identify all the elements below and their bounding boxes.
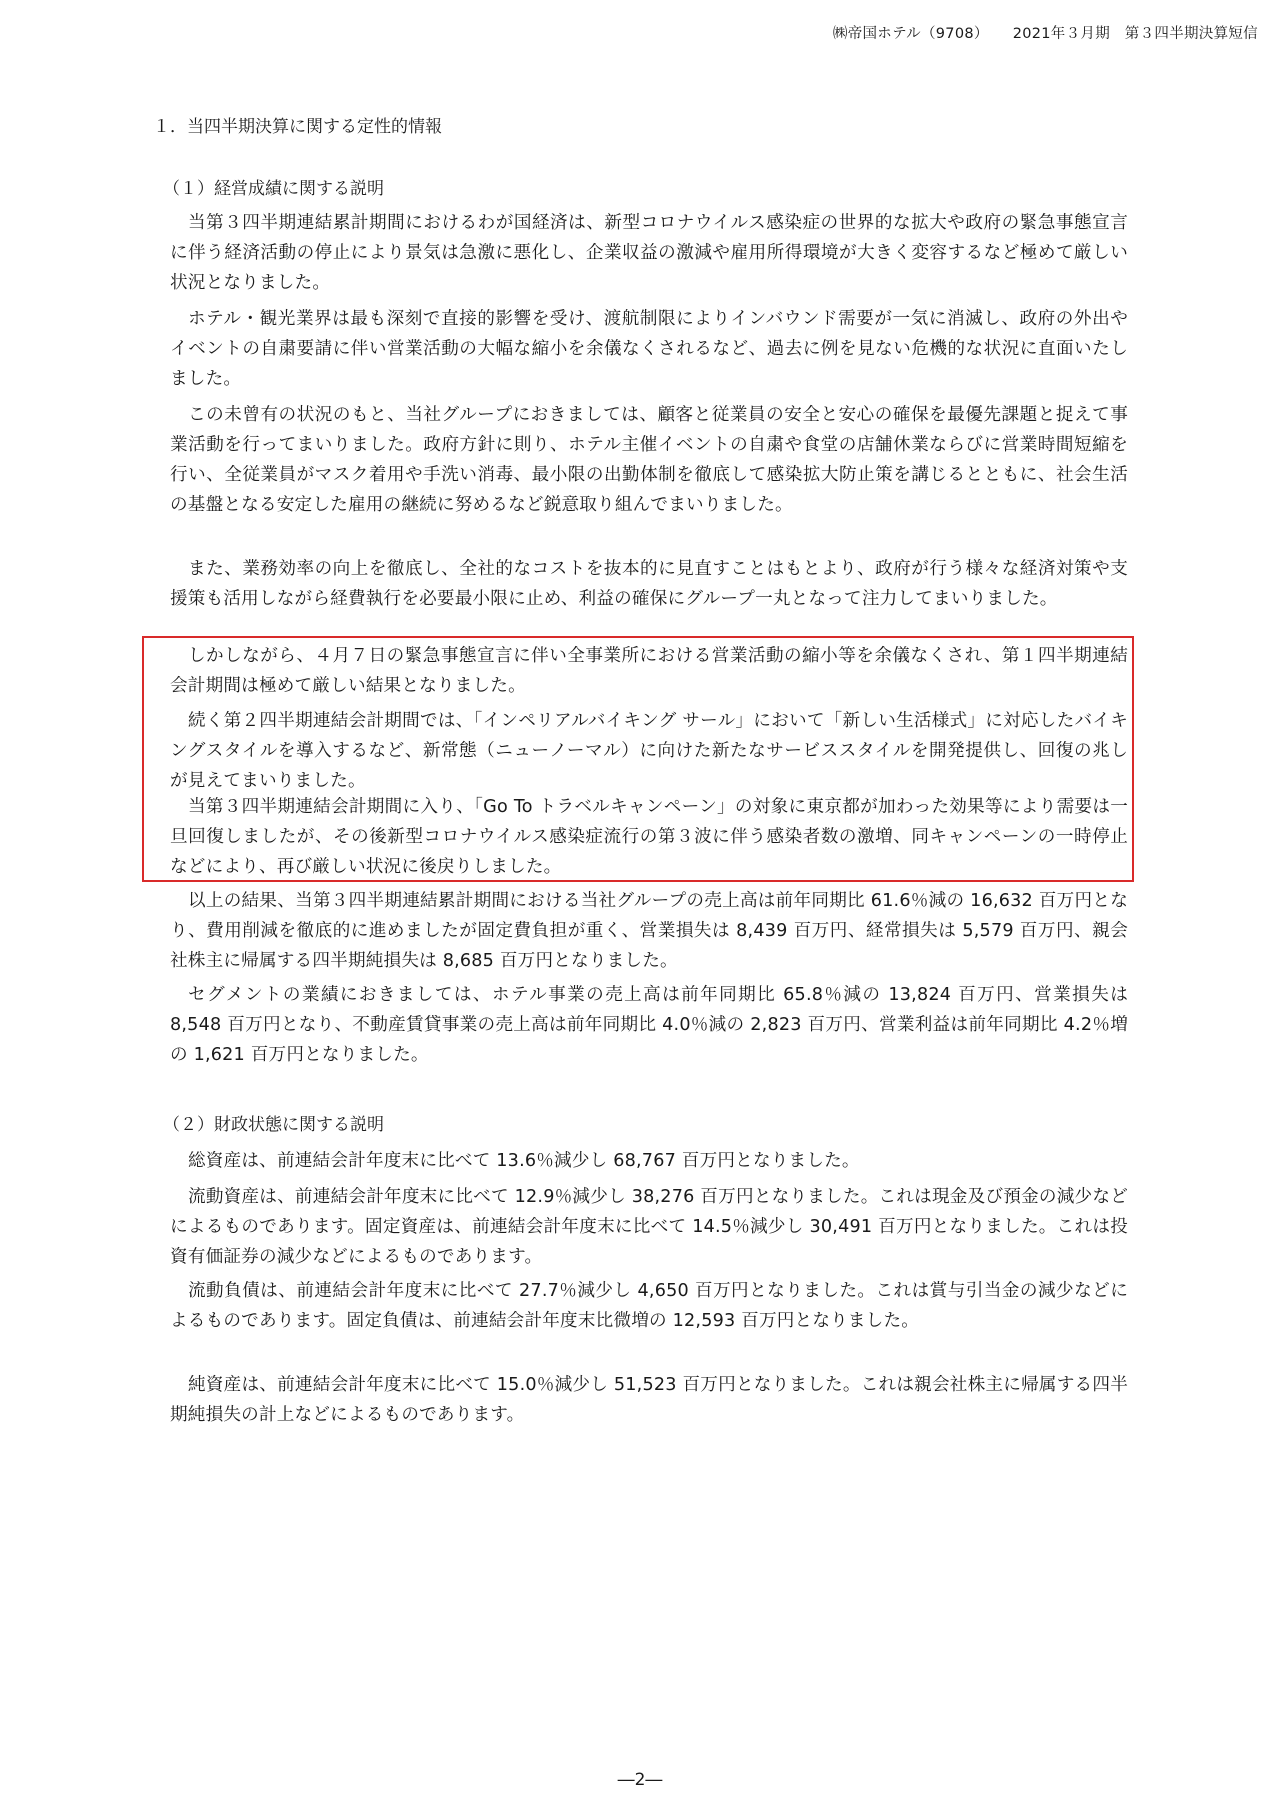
section2-paragraph: 流動負債は、前連結会計年度末に比べて 27.7％減少し 4,650 百万円となりました。これは賞与引当金の減少などによるものであります。固定負債は、前連結会計年度末比微増の 12,593 百万円となりました。 xyxy=(170,1281,1128,1331)
section1-paragraph: 当第３四半期連結会計期間に入り、「Go To トラベルキャンペーン」の対象に東京都が加わった効果等により需要は一旦回復しましたが、その後新型コロナウイルス感染症流行の第３波に伴う感染者数の激増、同キャンペーンの一時停止などにより、再び厳しい状況に後戻りしました。 xyxy=(170,797,1128,877)
document-header xyxy=(833,22,1258,43)
section2-paragraph: 総資産は、前連結会計年度末に比べて 13.6％減少し 68,767 百万円となりました。 xyxy=(188,1151,860,1171)
page-number: ―2― xyxy=(617,1770,663,1790)
section1-paragraph: この未曾有の状況のもと、当社グループにおきましては、顧客と従業員の安全と安心の確保を最優先課題と捉えて事業活動を行ってまいりました。政府方針に則り、ホテル主催イベントの自粛や食堂の店舗休業ならびに営業時間短縮を行い、全従業員がマスク着用や手洗い消毒、最小限の出勤体制を徹底して感染拡大防止策を講じるとともに、社会生活の基盤となる安定した雇用の継続に努めるなど鋭意取り組んでまいりました。 xyxy=(170,405,1128,515)
section2-title: （２）財政状態に関する説明 xyxy=(163,1115,384,1135)
section-title: １．当四半期決算に関する定性的情報 xyxy=(153,117,442,137)
section1-paragraph: また、業務効率の向上を徹底し、全社的なコストを抜本的に見直すことはもとより、政府が行う様々な経済対策や支援策も活用しながら経費執行を必要最小限に止め、利益の確保にグループ一丸となって注力してまいりました。 xyxy=(170,559,1128,609)
section1-paragraph: 当第３四半期連結累計期間におけるわが国経済は、新型コロナウイルス感染症の世界的な拡大や政府の緊急事態宣言に伴う経済活動の停止により景気は急激に悪化し、企業収益の激減や雇用所得環境が大きく変容するなど極めて厳しい状況となりました。 xyxy=(170,213,1128,293)
section1-paragraph: 続く第２四半期連結会計期間では、「インペリアルバイキング サール」において「新しい生活様式」に対応したバイキングスタイルを導入するなど、新常態（ニューノーマル）に向けた新たなサービススタイルを開発提供し、回復の兆しが見えてまいりました。 xyxy=(170,711,1128,791)
section1-title: （１）経営成績に関する説明 xyxy=(163,179,384,199)
section1-paragraph: しかしながら、４月７日の緊急事態宣言に伴い全事業所における営業活動の縮小等を余儀なくされ、第１四半期連結会計期間は極めて厳しい結果となりました。 xyxy=(170,646,1128,696)
header-company: ㈱帝国ホテル（9708） xyxy=(832,26,989,42)
section2-paragraph: 純資産は、前連結会計年度末に比べて 15.0％減少し 51,523 百万円となりました。これは親会社株主に帰属する四半期純損失の計上などによるものであります。 xyxy=(170,1375,1128,1425)
section1-paragraph: 以上の結果、当第３四半期連結累計期間における当社グループの売上高は前年同期比 61.6％減の 16,632 百万円となり、費用削減を徹底的に進めましたが固定費負担が重く、営業損失は 8,439 百万円、経常損失は 5,579 百万円、親会社株主に帰属する四半期純損失は 8,685 百万円となりました。 xyxy=(170,891,1128,971)
section2-paragraph: 流動資産は、前連結会計年度末に比べて 12.9％減少し 38,276 百万円となりました。これは現金及び預金の減少などによるものであります。固定資産は、前連結会計年度末に比べて 14.5％減少し 30,491 百万円となりました。これは投資有価証券の減少などによるものであります。 xyxy=(170,1187,1128,1267)
header-period: 2021年３月期 第３四半期決算短信 xyxy=(1012,26,1258,42)
section1-paragraph: セグメントの業績におきましては、ホテル事業の売上高は前年同期比 65.8％減の 13,824 百万円、営業損失は 8,548 百万円となり、不動産賃貸事業の売上高は前年同期比 4.0％減の 2,823 百万円、営業利益は前年同期比 4.2％増の 1,621 百万円となりました。 xyxy=(170,985,1128,1065)
section1-paragraph: ホテル・観光業界は最も深刻で直接的影響を受け、渡航制限によりインバウンド需要が一気に消滅し、政府の外出やイベントの自粛要請に伴い営業活動の大幅な縮小を余儀なくされるなど、過去に例を見ない危機的な状況に直面いたしました。 xyxy=(170,309,1128,389)
